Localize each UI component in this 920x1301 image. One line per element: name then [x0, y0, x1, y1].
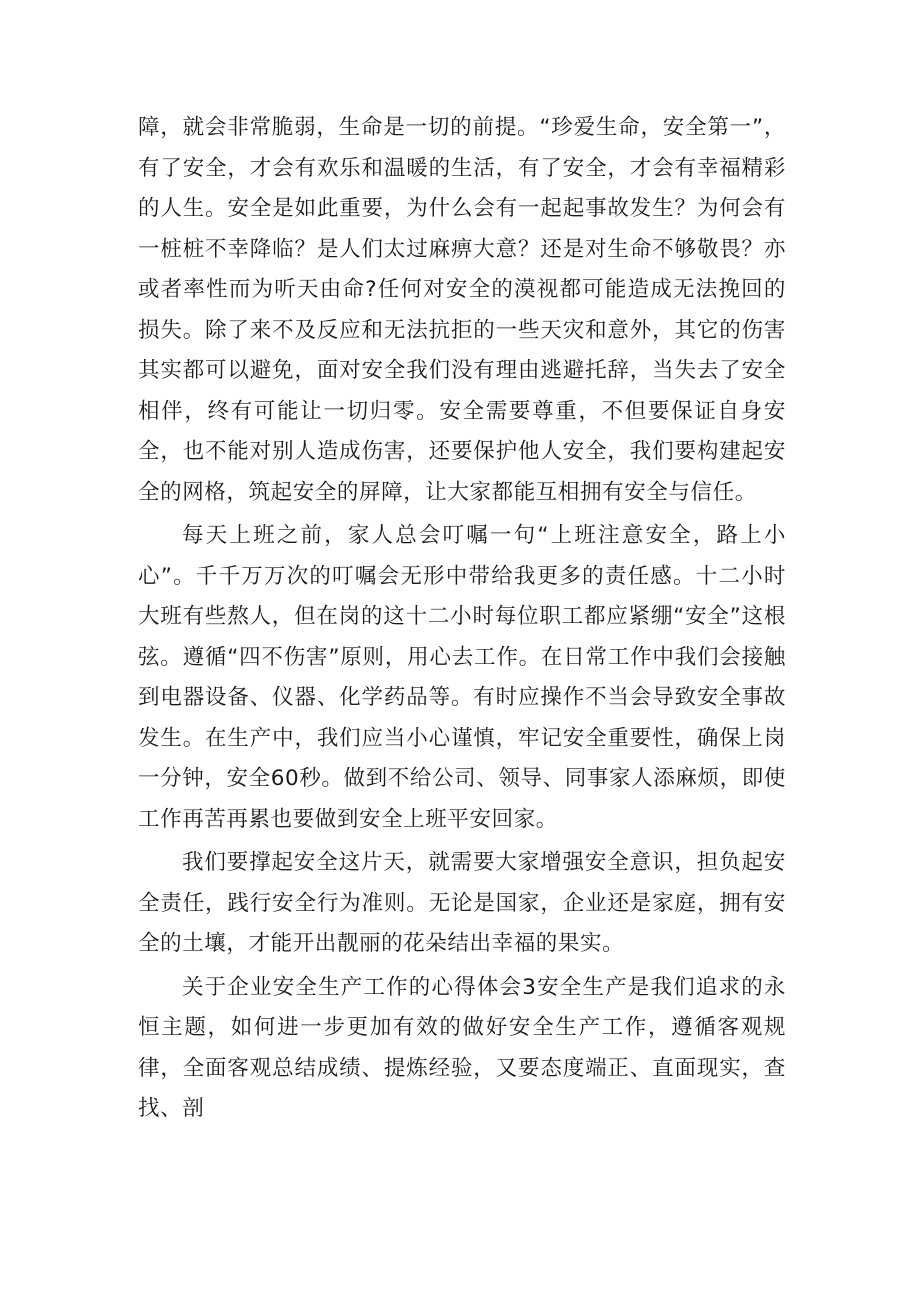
paragraph-4: 关于企业安全生产工作的心得体会3安全生产是我们追求的永恒主题，如何进一步更加有效的做好安全生产工作，遵循客观规律，全面客观总结成绩、提炼经验，又要态度端正、直面现实，查找、剖 — [138, 974, 786, 1121]
paragraph-1: 障，就会非常脆弱，生命是一切的前提。“珍爱生命，安全第一”，有了安全，才会有欢乐和温暖的生活，有了安全，才会有幸福精彩的人生。安全是如此重要，为什么会有一起起事故发生？为何会有一桩桩不幸降临？是人们太过麻痹大意？还是对生命不够敬畏？亦或者率性而为听天由命?任何对安全的漠视都可能造成无法挽回的损失。除了来不及反应和无法抗拒的一些天灾和意外，其它的伤害其实都可以避免，面对安全我们没有理由逃避托辞，当失去了安全相伴，终有可能让一切归零。安全需要尊重，不但要保证自身安全，也不能对别人造成伤害，还要保护他人安全，我们要构建起安全的网格，筑起安全的屏障，让大家都能互相拥有安全与信任。 — [138, 115, 786, 505]
document-body — [138, 108, 786, 1130]
paragraph-3: 我们要撑起安全这片天，就需要大家增强安全意识，担负起安全责任，践行安全行为准则。无论是国家，企业还是家庭，拥有安全的土壤，才能开出靓丽的花朵结出幸福的果实。 — [138, 850, 786, 956]
paragraph-2: 每天上班之前，家人总会叮嘱一句“上班注意安全，路上小心”。千千万万次的叮嘱会无形中带给我更多的责任感。十二小时大班有些熬人，但在岗的这十二小时每位职工都应紧绷“安全”这根弦。遵循“四不伤害”原则，用心去工作。在日常工作中我们会接触到电器设备、仪器、化学药品等。有时应操作不当会导致安全事故发生。在生产中，我们应当小心谨慎，牢记安全重要性，确保上岗一分钟，安全60秒。做到不给公司、领导、同事家人添麻烦，即使工作再苦再累也要做到安全上班平安回家。 — [138, 523, 786, 832]
